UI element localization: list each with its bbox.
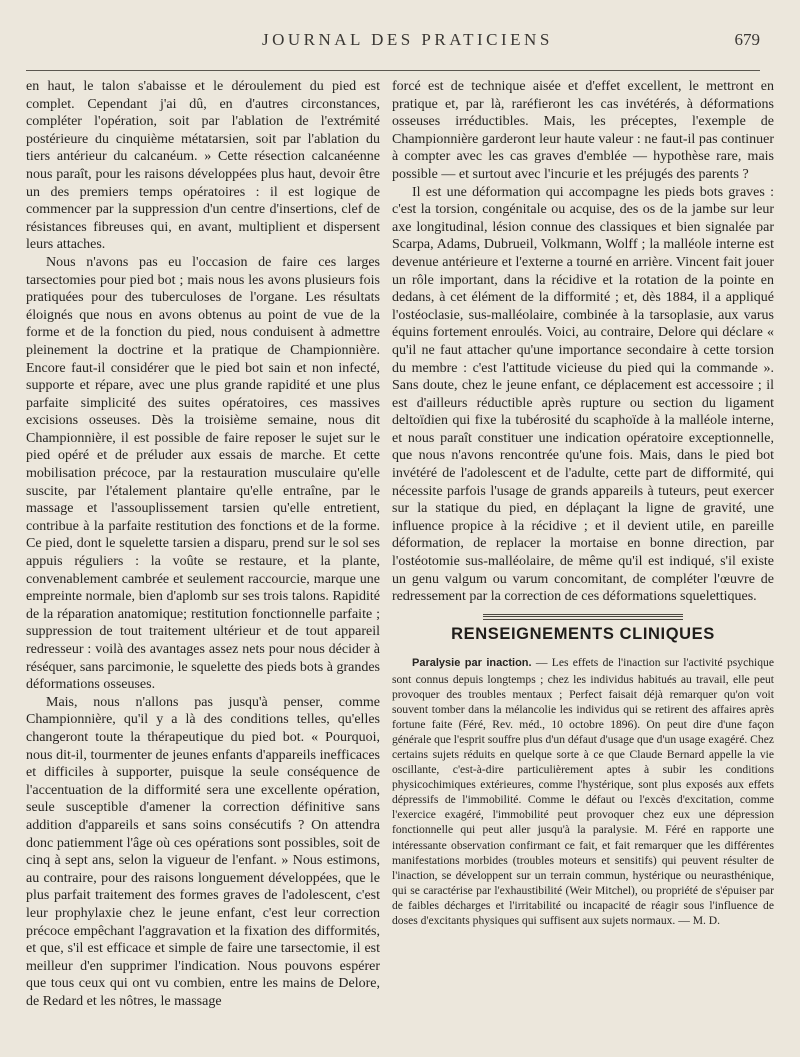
page-number: 679: [734, 30, 760, 49]
paragraph: Nous n'avons pas eu l'occasion de faire ces larges tarsectomies pour pied bot ; mais nous les avons plusieurs fois pratiquées pour des tuberculoses de l'organe. Les résultats éloignés que nous en avons obtenus au point de vue de la forme et de la fonction du pied, nous conduisent à admettre pleinement la doctrine et la pratique de Championnière. Encore faut-il considérer que le pied bot sain et non infecté, supporte et répare, avec une plus grande rapidité et une plus parfaite simplicité des suites opératoires, ces massives excisions osseuses. Dès la troisième semaine, nous dit Championnière, il est possible de faire reposer le sujet sur le pied opéré et de préluder aux essais de marche. Et cette mobilisation précoce, par la restauration musculaire qu'elle suscite, par l'étalement plantaire qu'elle entraîne, par le massage et l'assouplissement tarsien qu'elle entretient, contribue à la parfaite restitution des fonctions et de la forme. Ce pied, dont le squelette tarsien a disparu, prend sur le sol ses appuis réguliers : la voûte se restaure, et la plante, convenablement cambrée et seulement raccourcie, marque une empreinte normale, bien d'aplomb sur ses trois talons. Rapidité de la réparation anatomique; restitution fonctionnelle parfaite ; suppression de tout traitement ultérieur et de tout appareil redresseur : voilà des avantages assez nets pour nous décider à réséquer, sans parcimonie, le squelette des pieds bots à grandes déformations osseuses.: [26, 254, 380, 693]
note-body: — Les effets de l'inaction sur l'activité psychique sont connus depuis longtemps ; chez les individus habitués au travail, elle peut provoquer des troubles mentaux ; Perfect faisait déjà remarquer qu'on voit souvent tomber dans la mélancolie les individus qui se retirent des affaires après fortune faite (Féré, Rev. méd., 10 octobre 1896). On peut dire d'une façon générale que l'esprit souffre plus d'un défaut d'usage que d'un usage exagéré. Chez certains sujets réduits en quelque sorte à ce que Claude Bernard appelle la vie oscillante, c'est-à-dire particulièrement aptes à subir les conditions physicochimiques extérieures, comme l'hystérique, sont plus exposés aux effets dépressifs de l'immobilité. Comme le défaut ou l'excès d'excitation, comme l'exercice exagéré, l'immobilité peut provoquer chez eux une dépression fonctionnelle qui peut aller jusqu'à la paralysie. M. Féré en rapporte une intéressante observation confirmant ce fait, et fait remarquer que les différentes manifestations morbides (troubles moteurs et sensitifs) qui peuvent résulter de l'inaction, se développent sur un terrain commun, hystérique ou neurasthénique, qui se caractérise par l'exhaustibilité (Weir Mitchel), ou propriété de s'épuiser par de faibles décharges et l'irritabilité ou incapacité de réagir sous l'influence de doses d'excitants physiques qui suffisent aux sujets normaux. — M. D.: [392, 656, 774, 927]
paragraph: Il est une déformation qui accompagne les pieds bots graves : c'est la torsion, congénitale ou acquise, des os de la jambe sur leur axe longitudinal, lésion connue des classiques et bien signalée par Scarpa, Adams, Dubrueil, Volkmann, Wolff ; la malléole interne est devenue antérieure et l'externe a tourné en arrière. Vincent fait jouer un rôle important, dans la récidive et la rotation de la pointe en dedans, à cet élément de la difformité ; et, dès 1884, il a appliqué l'ostéoclasie, sus-malléolaire, combinée à la tarsoplasie, aux varus équins fortement enroulés. Voici, au contraire, Delore qui déclare « qu'il ne faut attacher qu'une importance secondaire à cette torsion du membre : c'est l'attitude vicieuse du pied qui la commande ». Sans doute, chez le jeune enfant, ce déplacement est accessoire ; il est d'ailleurs réductible après rupture ou section du ligament deltoïdien qui fixe la tubérosité du scaphoïde à la malléole interne, et nous paraît constituer une indication opératoire exceptionnelle, que nous n'avons rencontrée qu'une fois. Mais, dans le pied bot invétéré de l'adolescent et de l'adulte, cette part de difformité, qui nécessite parfois l'usage de grands appareils à tuteurs, peut exercer sur la statique du pied, en déplaçant la ligne de gravité, une influence propice à la récidive ; et il devient utile, en pareille déformation, de replacer la mortaise en bonne direction, par l'ostéotomie sus-malléolaire, de même qu'il est indiqué, s'il existe un genu valgum ou varum concomitant, de compléter l'œuvre de redressement par la correction de ces déformations squelettiques.: [392, 184, 774, 605]
left-column: [26, 78, 380, 1010]
paragraph: Mais, nous n'allons pas jusqu'à penser, comme Championnière, qu'il y a là des conditions telles, qu'elles changeront toute la thérapeutique du pied bot. « Pourquoi, nous dit-il, tourmenter de jeunes enfants d'appareils inefficaces et difficiles à supporter, puisque la seule conséquence de l'accentuation de la difformité sera une excellente opération, seule susceptible d'amener la correction définitive sans addition d'appareils et sans soins consécutifs ? On attendra donc patiemment l'âge où ces opérations sont possibles, soit de cinq à sept ans, selon la vigueur de l'enfant. » Nous estimons, au contraire, pour des raisons longuement développées, que le plus parfait traitement des formes graves de l'adolescent, c'est leur prophylaxie chez le jeune enfant, c'est leur correction précoce empêchant l'aggravation et la fixation des difformités, et que, s'il est efficace et simple de faire une tarsectomie, il est meilleur d'en supprimer l'indication. Nous pouvons espérer que tous ceux qui ont vu combien, entre les mains de Delore, de Redard et les nôtres, le massage: [26, 694, 380, 1009]
section-heading: RENSEIGNEMENTS CLINIQUES: [451, 624, 715, 643]
right-column: [392, 78, 774, 928]
paragraph: en haut, le talon s'abaisse et le déroulement du pied est complet. Cependant j'ai dû, en d'autres circonstances, compléter l'opération, soit par l'ablation de l'extrémité postérieure du cinquième métatarsien, soit par l'ablation du tiers antérieur du calcanéum. » Cette résection calcanéenne nous paraît, pour les raisons développées plus haut, devoir être un des premiers temps opératoires : il est logique de commencer par la suppression d'un centre d'insertions, clef de résistances fibreuses qui, en avant, multiplient et dispersent leurs attaches.: [26, 79, 380, 253]
header-rule: [26, 70, 760, 71]
section-divider: [483, 614, 683, 620]
running-title: JOURNAL DES PRATICIENS: [262, 30, 553, 49]
note-run-in-title: Paralysie par inaction.: [412, 657, 532, 670]
paragraph: forcé est de technique aisée et d'effet excellent, le mettront en pratique et, par là, raréfieront les cas invétérés, à déformations osseuses irréductibles. Mais, les préceptes, l'exemple de Championnière garderont leur haute valeur : ne faut-il pas continuer à compter avec les cas graves d'emblée — hypothèse rare, mais possible — et surtout avec l'incurie et les préjugés des parents ?: [392, 79, 774, 182]
page-header: [0, 30, 800, 56]
clinical-note: [392, 655, 774, 928]
